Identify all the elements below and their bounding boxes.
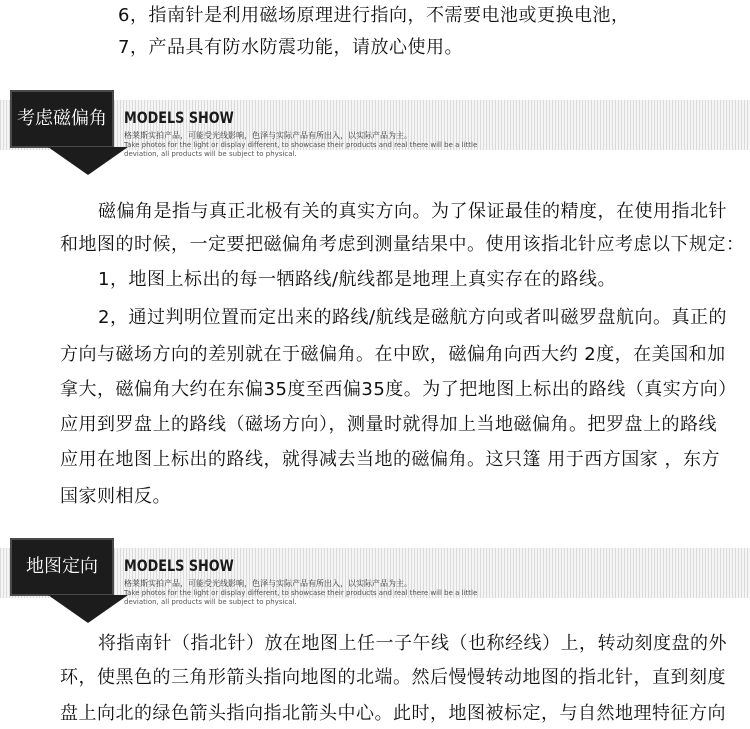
paragraph-line: 2，通过判明位置而定出来的路线/航线是磁航方向或者叫磁罗盘航向。真正的: [98, 307, 728, 328]
paragraph-line: 1，地图上标出的每一牺路线/航线都是地理上真实存在的路线。: [98, 269, 617, 290]
caption-english: Take photos for the light or display different, to showcase their products and real there will be a little deviation, all products will be subject to physical.: [124, 589, 478, 606]
section-banner-map-orientation: [0, 538, 750, 638]
paragraph-line: 环，使黑色的三角形箭头指向地图的北端。然后慢慢转动地图的指北针，直到刻度: [60, 667, 726, 688]
caption-english: Take photos for the light or display different, to showcase their products and real there will be a little deviation, all products will be subject to physical.: [124, 141, 478, 158]
list-item-6: 6，指南针是利用磁场原理进行指向，不需要电池或更换电池，: [118, 5, 630, 26]
section-banner-declination: [0, 90, 750, 190]
paragraph-line: 方向与磁场方向的差别就在于磁偏角。在中欧，磁偏角向西大约 2度，在美国和加: [60, 344, 726, 365]
section-badge: 地图定向: [10, 538, 114, 596]
caption-chinese: 格莱斯实拍产品，可能受光线影响，色泽与实际产品有所出入，以实际产品为主。: [124, 131, 412, 140]
paragraph-line: 应用到罗盘上的路线（磁场方向），测量时就得加上当地磁偏角。把罗盘上的路线: [60, 414, 717, 435]
models-show-label: MODELS SHOW: [124, 108, 234, 127]
models-show-label: MODELS SHOW: [124, 556, 234, 575]
list-item-7: 7，产品具有防水防震功能，请放心使用。: [118, 37, 463, 58]
badge-arrow-icon: [48, 595, 128, 623]
paragraph-line: 国家则相反。: [60, 486, 171, 507]
paragraph-line: 盘上向北的绿色箭头指向指北箭头中心。此时，地图被标定，与自然地理特征方向: [60, 703, 726, 724]
paragraph-line: 磁偏角是指与真正北极有关的真实方向。为了保证最佳的精度，在使用指北针: [98, 201, 727, 222]
badge-arrow-icon: [48, 147, 128, 175]
paragraph-line: 拿大，磁偏角大约在东偏35度至西偏35度。为了把地图上标出的路线（真实方向）: [60, 379, 737, 400]
section-badge: 考虑磁偏角: [10, 90, 114, 148]
paragraph-line: 和地图的时候，一定要把磁偏角考虑到测量结果中。使用该指北针应考虑以下规定：: [60, 234, 745, 255]
paragraph-line: 将指南针（指北针）放在地图上任一子午线（也称经线）上，转动刻度盘的外: [98, 633, 727, 654]
paragraph-line: 应用在地图上标出的路线，就得减去当地的磁偏角。这只篷 用于西方国家 ，东方: [60, 449, 720, 470]
caption-chinese: 格莱斯实拍产品，可能受光线影响，色泽与实际产品有所出入，以实际产品为主。: [124, 579, 412, 588]
